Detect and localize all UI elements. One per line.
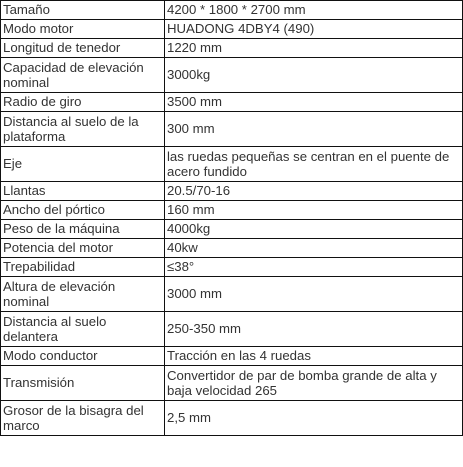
spec-value: las ruedas pequeñas se centran en el puente de acero fundido — [165, 147, 463, 182]
table-row — [1, 366, 463, 401]
spec-value: 160 mm — [165, 201, 463, 220]
spec-value: Tracción en las 4 ruedas — [165, 347, 463, 366]
spec-label: Peso de la máquina — [1, 220, 165, 239]
spec-label: Distancia al suelo de la plataforma — [1, 112, 165, 147]
spec-value: 3500 mm — [165, 93, 463, 112]
spec-label: Tamaño — [1, 1, 165, 20]
spec-value: 1220 mm — [165, 39, 463, 58]
spec-value: ≤38° — [165, 258, 463, 277]
spec-value: 20.5/70-16 — [165, 182, 463, 201]
spec-value: HUADONG 4DBY4 (490) — [165, 20, 463, 39]
spec-label: Trepabilidad — [1, 258, 165, 277]
spec-value: 300 mm — [165, 112, 463, 147]
table-row — [1, 20, 463, 39]
spec-label: Transmisión — [1, 366, 165, 401]
spec-label: Llantas — [1, 182, 165, 201]
spec-label: Ancho del pórtico — [1, 201, 165, 220]
spec-value: 2,5 mm — [165, 401, 463, 436]
table-row — [1, 239, 463, 258]
spec-label: Potencia del motor — [1, 239, 165, 258]
table-row — [1, 220, 463, 239]
spec-label: Grosor de la bisagra del marco — [1, 401, 165, 436]
table-row — [1, 401, 463, 436]
spec-label: Modo motor — [1, 20, 165, 39]
spec-label: Eje — [1, 147, 165, 182]
spec-label: Longitud de tenedor — [1, 39, 165, 58]
table-row — [1, 39, 463, 58]
table-row — [1, 182, 463, 201]
table-row — [1, 312, 463, 347]
table-row — [1, 201, 463, 220]
table-row — [1, 58, 463, 93]
spec-label: Radio de giro — [1, 93, 165, 112]
table-row — [1, 147, 463, 182]
spec-label: Altura de elevación nominal — [1, 277, 165, 312]
spec-value: 40kw — [165, 239, 463, 258]
table-row — [1, 347, 463, 366]
table-row — [1, 258, 463, 277]
table-row — [1, 1, 463, 20]
spec-label: Modo conductor — [1, 347, 165, 366]
spec-value: Convertidor de par de bomba grande de alta y baja velocidad 265 — [165, 366, 463, 401]
spec-value: 250-350 mm — [165, 312, 463, 347]
spec-value: 3000kg — [165, 58, 463, 93]
spec-value: 4200 * 1800 * 2700 mm — [165, 1, 463, 20]
table-row — [1, 112, 463, 147]
table-row — [1, 93, 463, 112]
table-row — [1, 277, 463, 312]
spec-label: Distancia al suelo delantera — [1, 312, 165, 347]
spec-label: Capacidad de elevación nominal — [1, 58, 165, 93]
spec-value: 4000kg — [165, 220, 463, 239]
spec-value: 3000 mm — [165, 277, 463, 312]
